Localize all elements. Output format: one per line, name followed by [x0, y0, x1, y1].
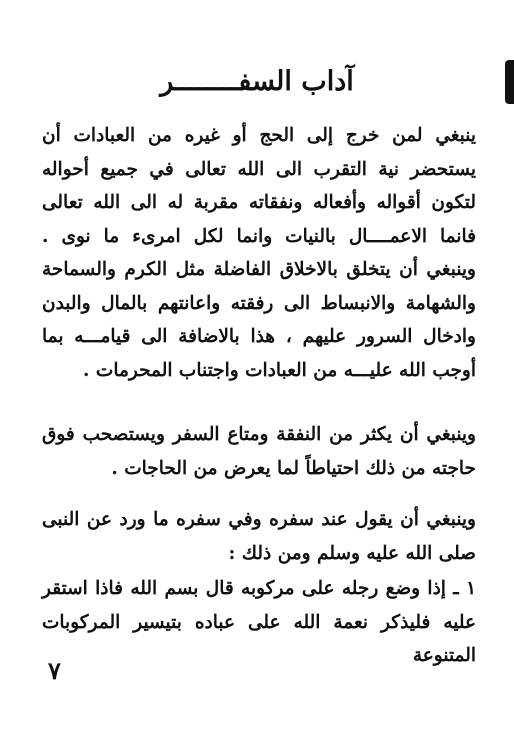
page-title: آداب السفــــــــر	[160, 66, 354, 97]
paragraph-intentions: ينبغي لمن خرج إلى الحج أو غيره من العبادات أن يستحضر نية التقرب الى الله تعالى في جميع أحواله لتكون أقواله وأفعاله ونفقاته مقربة له الى الله تعالى فانما الاعمــــال بالنيات وانما لكل امرىء ما نوى . وينبغي أن يتخلق بالاخلاق الفاضلة مثل الكرم والسماحة والشهامة والانبساط الى رفقته واعانتهم بالمال والبدن وادخال السرور عليهم ، هذا بالاضافة الى قيامـــه بما أوجب الله عليـــه من العبادات واجتناب المحرمات .	[42, 125, 476, 381]
paragraph-provisions: وينبغي أن يكثر من النفقة ومتاع السفر ويستصحب فوق حاجته من ذلك احتياطاً لما يعرض من الحاجات .	[42, 424, 476, 479]
page-number: ٧	[48, 656, 61, 685]
paragraph-item-one: ١ ـ إذا وضع رجله على مركوبه قال بسم الله فاذا استقر عليه فليذكر نعمة الله على عباده بتيسير المركوبات المتنوعة	[42, 578, 476, 666]
paragraph-supplications: وينبغي أن يقول عند سفره وفي سفره ما ورد عن النبى صلى الله عليه وسلم ومن ذلك :	[42, 509, 476, 564]
